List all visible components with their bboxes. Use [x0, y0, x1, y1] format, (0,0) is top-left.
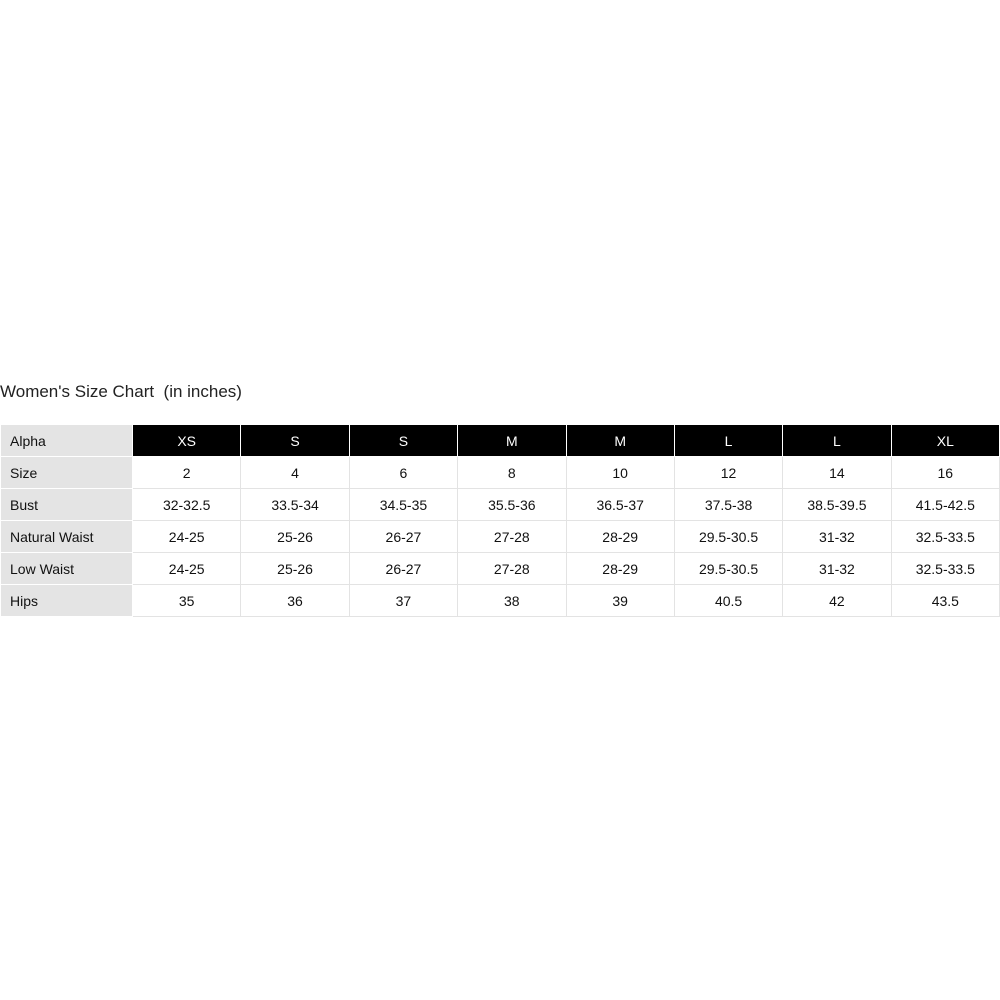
table-cell: 27-28 — [458, 553, 566, 585]
table-cell: 32.5-33.5 — [891, 521, 999, 553]
table-cell: 29.5-30.5 — [674, 553, 782, 585]
table-row — [1, 553, 1000, 585]
table-cell: 35.5-36 — [458, 489, 566, 521]
table-cell: 33.5-34 — [241, 489, 349, 521]
row-label: Hips — [1, 585, 133, 617]
table-row — [1, 489, 1000, 521]
row-label: Size — [1, 457, 133, 489]
row-label-alpha: Alpha — [1, 425, 133, 457]
table-cell: 25-26 — [241, 553, 349, 585]
table-row — [1, 457, 1000, 489]
table-cell: 10 — [566, 457, 674, 489]
table-cell: 41.5-42.5 — [891, 489, 999, 521]
alpha-cell: L — [783, 425, 891, 457]
table-cell: 38 — [458, 585, 566, 617]
table-cell: 29.5-30.5 — [674, 521, 782, 553]
table-cell: 34.5-35 — [349, 489, 457, 521]
table-cell: 36 — [241, 585, 349, 617]
table-row — [1, 585, 1000, 617]
table-cell: 32.5-33.5 — [891, 553, 999, 585]
table-cell: 35 — [133, 585, 241, 617]
table-cell: 14 — [783, 457, 891, 489]
alpha-cell: M — [458, 425, 566, 457]
row-label: Bust — [1, 489, 133, 521]
row-label: Low Waist — [1, 553, 133, 585]
table-cell: 42 — [783, 585, 891, 617]
table-cell: 2 — [133, 457, 241, 489]
table-cell: 28-29 — [566, 553, 674, 585]
table-cell: 36.5-37 — [566, 489, 674, 521]
chart-title: Women's Size Chart (in inches) — [0, 382, 242, 401]
alpha-cell: XL — [891, 425, 999, 457]
table-cell: 31-32 — [783, 553, 891, 585]
alpha-cell: S — [241, 425, 349, 457]
table-cell: 26-27 — [349, 553, 457, 585]
table-cell: 24-25 — [133, 521, 241, 553]
table-cell: 26-27 — [349, 521, 457, 553]
table-cell: 28-29 — [566, 521, 674, 553]
table-cell: 37 — [349, 585, 457, 617]
table-cell: 8 — [458, 457, 566, 489]
alpha-row — [1, 425, 1000, 457]
size-chart-table — [0, 424, 1000, 617]
table-cell: 39 — [566, 585, 674, 617]
table-cell: 38.5-39.5 — [783, 489, 891, 521]
table-cell: 16 — [891, 457, 999, 489]
row-label: Natural Waist — [1, 521, 133, 553]
table-cell: 43.5 — [891, 585, 999, 617]
table-row — [1, 521, 1000, 553]
table-cell: 37.5-38 — [674, 489, 782, 521]
table-cell: 31-32 — [783, 521, 891, 553]
table-cell: 24-25 — [133, 553, 241, 585]
table-cell: 4 — [241, 457, 349, 489]
table-cell: 32-32.5 — [133, 489, 241, 521]
alpha-cell: XS — [133, 425, 241, 457]
alpha-cell: M — [566, 425, 674, 457]
alpha-cell: S — [349, 425, 457, 457]
table-cell: 12 — [674, 457, 782, 489]
table-cell: 27-28 — [458, 521, 566, 553]
table-cell: 25-26 — [241, 521, 349, 553]
alpha-cell: L — [674, 425, 782, 457]
table-cell: 40.5 — [674, 585, 782, 617]
table-cell: 6 — [349, 457, 457, 489]
